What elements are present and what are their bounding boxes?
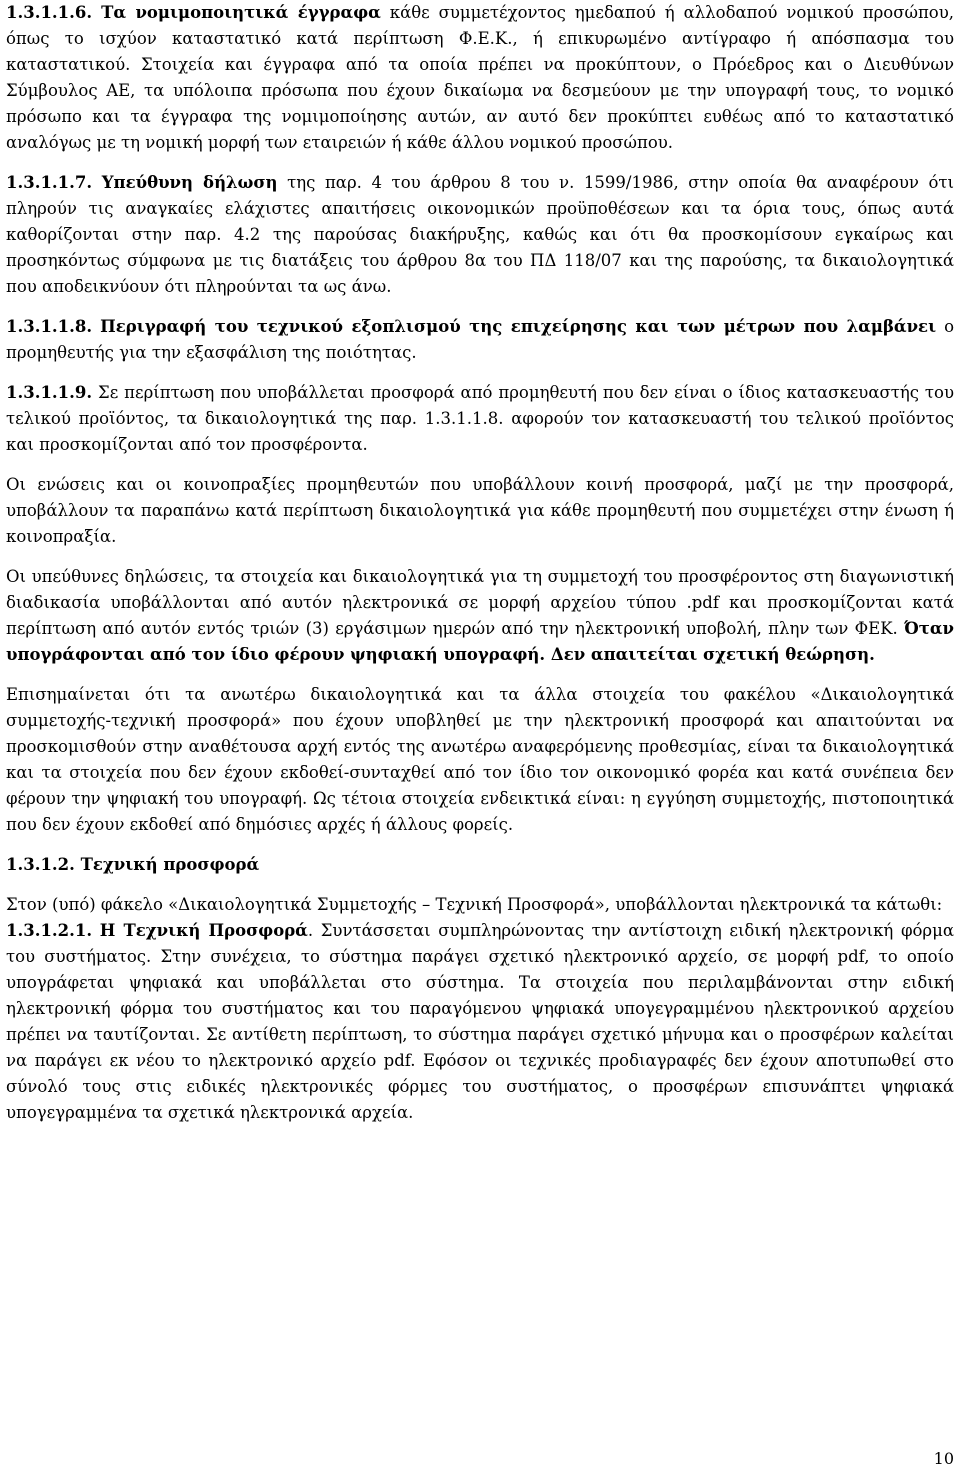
section-number: 1.3.1.2.1. — [6, 921, 93, 940]
section-number: 1.3.1.1.9. — [6, 383, 93, 402]
document-page — [6, 0, 954, 1126]
paragraph-unions: Οι ενώσεις και οι κοινοπραξίες προμηθευτών που υποβάλλουν κοινή προσφορά, μαζί με την προσφορά, υποβάλλουν τα παραπάνω κατά περίπτωση δικαιολογητικά για κάθε προμηθευτή που συμμετέχει στην ένωση ή κοινοπραξία. — [6, 475, 954, 546]
section-body: της παρ. 4 του άρθρου 8 του ν. 1599/1986, στην οποία θα αναφέρουν ότι πληρούν τις αναγκαίες ελάχιστες απαιτήσεις οικονομικών προϋποθέσεων και τα όρια τους, όπως αυτά καθορίζονται στην παρ. 4.2 της παρούσας διακήρυξης, καθώς και ότι θα προσκομίσουν εγκαίρως και προσηκόντως σύμφωνα με τις διατάξεις του άρθρου 8α του ΠΔ 118/07 και της παρούσης, τα δικαιολογητικά που αποδεικνύουν ότι πληρούνται τα ως άνω. — [6, 173, 955, 296]
section-1-3-1-1-8 — [6, 314, 954, 366]
section-heading: Περιγραφή του τεχνικού εξοπλισμού της επιχείρησης και των μέτρων που λαμβάνει — [100, 317, 937, 336]
section-heading: Τα νομιμοποιητικά έγγραφα — [101, 3, 381, 22]
paragraph-folder: Στον (υπό) φάκελο «Δικαιολογητικά Συμμετοχής – Τεχνική Προσφορά», υποβάλλονται ηλεκτρονικά τα κάτωθι: — [6, 895, 943, 914]
section-number: 1.3.1.1.6. — [6, 3, 93, 22]
paragraph-bold-note: Όταν υπογράφονται από τον ίδιο φέρουν ψηφιακή υπογραφή. Δεν απαιτείται σχετική θεώρηση. — [6, 619, 954, 664]
section-1-3-1-1-7 — [6, 170, 954, 300]
page-number: 10 — [933, 1449, 954, 1468]
section-body: κάθε συμμετέχοντος ημεδαπού ή αλλοδαπού νομικού προσώπου, όπως το ισχύον καταστατικό κατά περίπτωση Φ.Ε.Κ., ή επικυρωμένο αντίγραφο ή απόσπασμα του καταστατικού. Στοιχεία και έγγραφα από τα οποία πρέπει να προκύπτουν, ο Πρόεδρος και ο Διευθύνων Σύμβουλος ΑΕ, τα υπόλοιπα πρόσωπα που έχουν δικαίωμα να δεσμεύουν με την υπογραφή τους, το νομικό πρόσωπο και τα έγγραφα της νομιμοποίησης αυτών, αν αυτό δεν προκύπτει ευθέως από το καταστατικό αναλόγως με τη νομική μορφή των εταιρειών ή κάθε άλλου νομικού προσώπου. — [6, 3, 955, 152]
section-1-3-1-2-1 — [6, 918, 954, 1126]
section-number: 1.3.1.1.8. — [6, 317, 93, 336]
paragraph-note: Επισημαίνεται ότι τα ανωτέρω δικαιολογητικά και τα άλλα στοιχεία του φακέλου «Δικαιολογητικά συμμετοχής-τεχνική προσφορά» που έχουν υποβληθεί με την ηλεκτρονική προσφορά και απαιτούνται να προσκομισθούν στην αναθέτουσα αρχή εντός της ανωτέρω αναφερόμενης προθεσμίας, είναι τα δικαιολογητικά και τα στοιχεία που δεν έχουν εκδοθεί-συνταχθεί από τον ίδιο τον οικονομικό φορέα και κατά συνέπεια δεν φέρουν την ψηφιακή του υπογραφή. Ως τέτοια στοιχεία ενδεικτικά είναι: η εγγύηση συμμετοχής, πιστοποιητικά που δεν έχουν εκδοθεί από δημόσιες αρχές ή άλλους φορείς. — [6, 685, 954, 834]
section-body: Σε περίπτωση που υποβάλλεται προσφορά από προμηθευτή που δεν είναι ο ίδιος κατασκευαστής του τελικού προϊόντος, τα δικαιολογητικά της παρ. 1.3.1.1.8. αφορούν τον κατασκευαστή του τελικού προϊόντος και προσκομίζονται από τον προσφέροντα. — [6, 383, 954, 454]
section-1-3-1-1-6 — [6, 0, 954, 156]
section-1-3-1-1-9 — [6, 380, 954, 458]
section-body: ο προμηθευτής για την εξασφάλιση της ποιότητας. — [6, 317, 955, 362]
section-heading: Υπεύθυνη δήλωση — [101, 173, 278, 192]
section-heading: Η Τεχνική Προσφορά — [99, 921, 308, 940]
heading-technical-offer: 1.3.1.2. Τεχνική προσφορά — [6, 855, 260, 874]
section-number: 1.3.1.1.7. — [6, 173, 93, 192]
section-body: . Συντάσσεται συμπληρώνοντας την αντίστοιχη ειδική ηλεκτρονική φόρμα του συστήματος. Στην συνέχεια, το σύστημα παράγει σχετικό ηλεκτρονικό αρχείο, σε μορφή pdf, το οποίο υπογράφεται ψηφιακά και υποβάλλεται στο σύστημα. Τα στοιχεία που περιλαμβάνονται στην ειδική ηλεκτρονική φόρμα του συστήματος και του παραγόμενου ψηφιακά υπογεγραμμένου ηλεκτρονικού αρχείου πρέπει να ταυτίζονται. Σε αντίθετη περίπτωση, το σύστημα παράγει σχετικό μήνυμα και ο προσφέρων καλείται να παράγει εκ νέου το ηλεκτρονικό αρχείο pdf. Εφόσον οι τεχνικές προδιαγραφές δεν έχουν αποτυπωθεί στο σύνολό τους στις ειδικές ηλεκτρονικές φόρμες του συστήματος, ο προσφέρων επισυνάπτει ψηφιακά υπογεγραμμένα τα σχετικά ηλεκτρονικά αρχεία. — [6, 921, 954, 1122]
paragraph-body: Οι υπεύθυνες δηλώσεις, τα στοιχεία και δικαιολογητικά για τη συμμετοχή του προσφέροντος στη διαγωνιστική διαδικασία υποβάλλονται από αυτόν ηλεκτρονικά σε μορφή αρχείου τύπου .pdf και προσκομίζονται κατά περίπτωση από αυτόν εντός τριών (3) εργάσιμων ημερών από την ηλεκτρονική υποβολή, πλην των ΦΕΚ. — [6, 567, 954, 638]
paragraph-declarations — [6, 564, 954, 668]
